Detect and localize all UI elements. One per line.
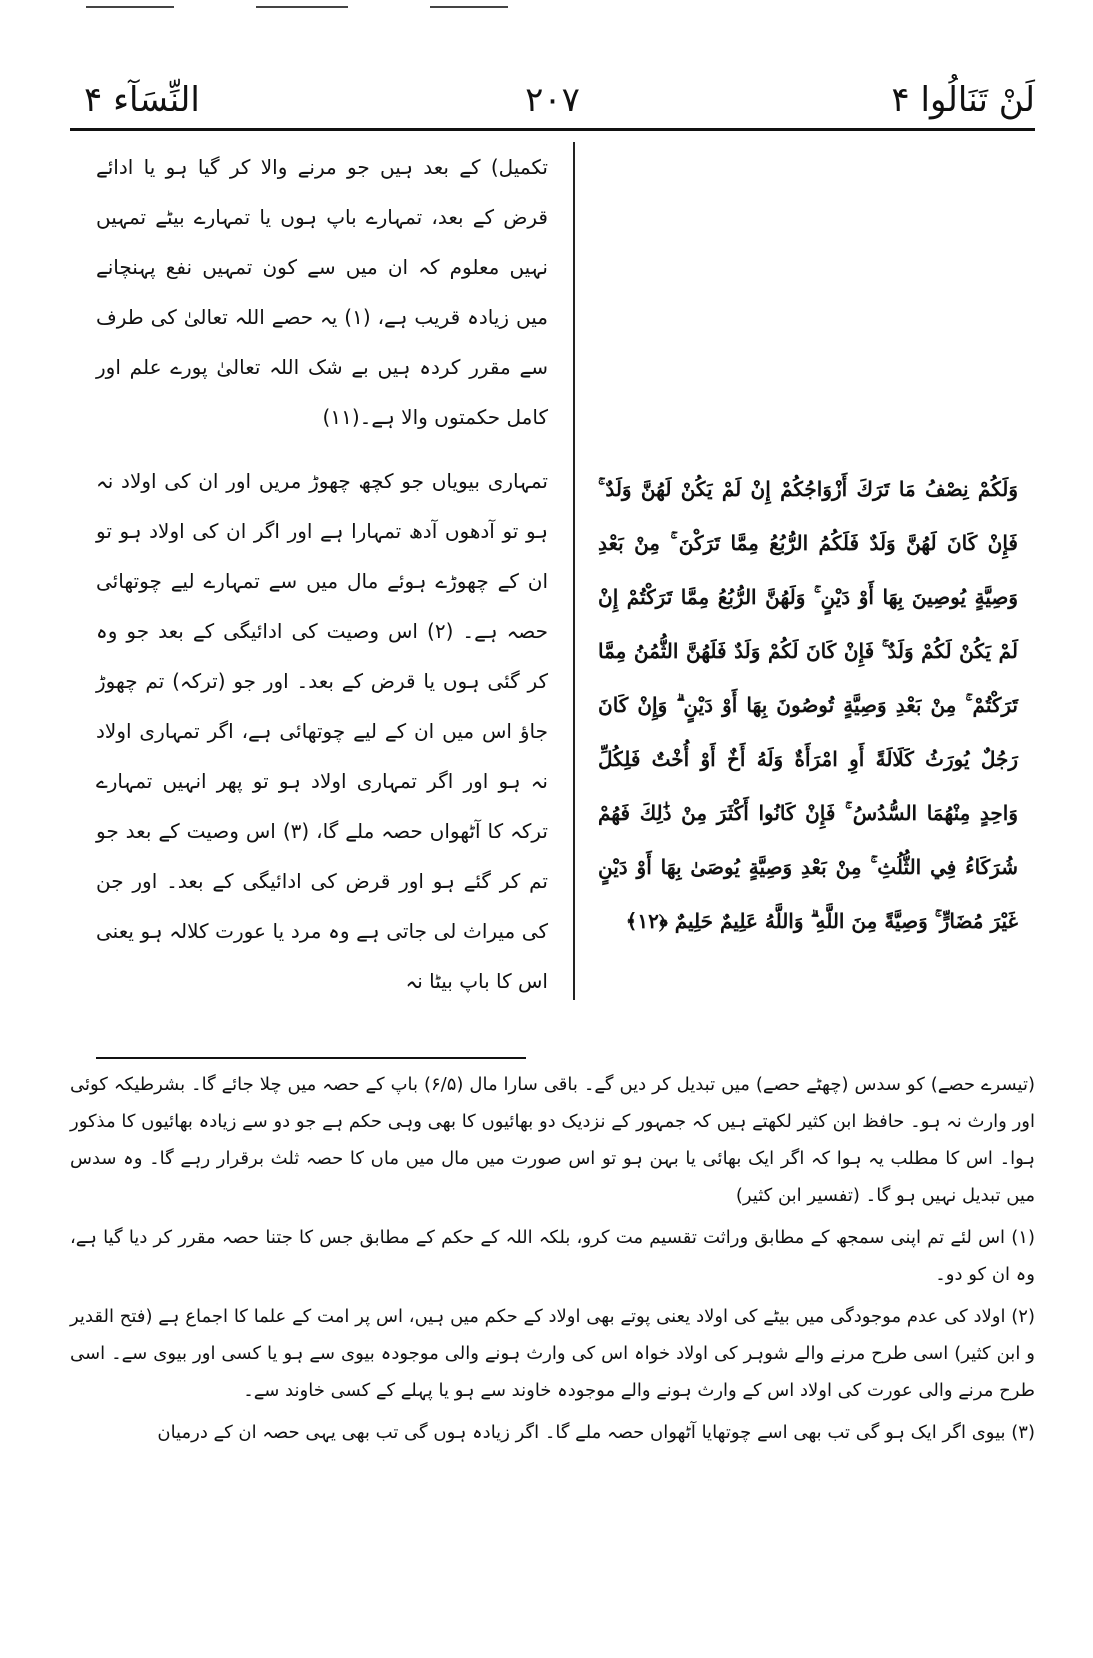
top-edge-mark	[86, 6, 174, 8]
page-header	[70, 72, 1035, 128]
surah-name: النِّسَآء ۴	[84, 80, 200, 120]
translation-paragraph: تکمیل) کے بعد ہیں جو مرنے والا کر گیا ہو یا ادائے قرض کے بعد، تمہارے باپ ہوں یا تمہارے بیٹے تمہیں نہیں معلوم کہ ان میں سے کون تمہیں نفع پہنچانے میں زیادہ قریب ہے، (۱) یہ حصے اللہ تعالیٰ کی طرف سے مقرر کردہ ہیں بے شک اللہ تعالیٰ پورے علم اور کامل حکمتوں والا ہے۔(۱۱)	[96, 155, 548, 429]
juz-name: لَنْ تَنَالُوا ۴	[891, 80, 1035, 120]
arabic-verse: وَلَكُمْ نِصْفُ مَا تَرَكَ أَزْوَاجُكُمْ إِنْ لَمْ يَكُنْ لَهُنَّ وَلَدٌ ۚ فَإِنْ كَانَ لَهُنَّ وَلَدٌ فَلَكُمُ الرُّبُعُ مِمَّا تَرَكْنَ ۚ مِنْ بَعْدِ وَصِيَّةٍ يُوصِينَ بِهَا أَوْ دَيْنٍ ۚ وَلَهُنَّ الرُّبُعُ مِمَّا تَرَكْتُمْ إِنْ لَمْ يَكُنْ لَكُمْ وَلَدٌ ۚ فَإِنْ كَانَ لَكُمْ وَلَدٌ فَلَهُنَّ الثُّمُنُ مِمَّا تَرَكْتُمْ ۚ مِنْ بَعْدِ وَصِيَّةٍ تُوصُونَ بِهَا أَوْ دَيْنٍ ۗ وَإِنْ كَانَ رَجُلٌ يُورَثُ كَلَالَةً أَوِ امْرَأَةٌ وَلَهُ أَخٌ أَوْ أُخْتٌ فَلِكُلِّ وَاحِدٍ مِنْهُمَا السُّدُسُ ۚ فَإِنْ كَانُوا أَكْثَرَ مِنْ ذَٰلِكَ فَهُمْ شُرَكَاءُ فِي الثُّلُثِ ۚ مِنْ بَعْدِ وَصِيَّةٍ يُوصَىٰ بِهَا أَوْ دَيْنٍ غَيْرَ مُضَارٍّ ۚ وَصِيَّةً مِنَ اللَّهِ ۗ وَاللَّهُ عَلِيمٌ حَلِيمٌ ﴿١٢﴾	[598, 477, 1018, 933]
translation-paragraph: تمہاری بیویاں جو کچھ چھوڑ مریں اور ان کی اولاد نہ ہو تو آدھوں آدھ تمہارا ہے اور اگر ان کی اولاد ہو تو ان کے چھوڑے ہوئے مال میں سے تمہارے لیے چوتھائی حصہ ہے۔ (۲) اس وصیت کی ادائیگی کے بعد جو وہ کر گئی ہوں یا قرض کے بعد۔ اور جو (ترکہ) تم چھوڑ جاؤ اس میں ان کے لیے چوتھائی ہے، اگر تمہاری اولاد نہ ہو اور اگر تمہاری اولاد ہو تو پھر انہیں تمہارے ترکہ کا آٹھواں حصہ ملے گا، (۳) اس وصیت کے بعد جو تم کر گئے ہو اور قرض کی ادائیگی کے بعد۔ اور جن کی میراث لی جاتی ہے وہ مرد یا عورت کلالہ ہو یعنی اس کا باپ بیٹا نہ	[96, 469, 549, 993]
top-edge-mark	[430, 6, 508, 8]
footnote-1: (۱) اس لئے تم اپنی سمجھ کے مطابق وراثت تقسیم مت کرو، بلکہ اللہ کے حکم کے مطابق جس کا جتنا حصہ مقرر کر دیا گیا ہے، وہ ان کو دو۔	[70, 1227, 1035, 1285]
footnote-rule	[96, 1057, 526, 1059]
footnote-2: (۲) اولاد کی عدم موجودگی میں بیٹے کی اولاد یعنی پوتے بھی اولاد کے حکم میں ہیں، اس پر امت کے علما کا اجماع ہے (فتح القدیر و ابن کثیر) اسی طرح مرنے والے شوہر کی اولاد خواہ اس کی وارث ہونے والی موجودہ بیوی سے ہو یا کسی اور بیوی سے۔ اسی طرح مرنے والی عورت کی اولاد اس کے وارث ہونے والے موجودہ خاوند سے ہو یا پہلے کے کسی خاوند سے۔	[70, 1306, 1035, 1401]
header-rule	[70, 128, 1035, 131]
footnotes	[70, 1066, 1035, 1451]
column-divider	[573, 142, 575, 1000]
footnote-continuation: (تیسرے حصے) کو سدس (چھٹے حصے) میں تبدیل کر دیں گے۔ باقی سارا مال (۶/۵) باپ کے حصہ میں چلا جائے گا۔ بشرطیکہ کوئی اور وارث نہ ہو۔ حافظ ابن کثیر لکھتے ہیں کہ جمہور کے نزدیک دو بھائیوں کا بھی وہی حکم ہے جو دو سے زیادہ بھائیوں کا مذکور ہوا۔ اس کا مطلب یہ ہوا کہ اگر ایک بھائی یا بہن ہو تو اس صورت میں مال میں ماں کا حصہ ثلث برقرار رہے گا۔ وہ سدس میں تبدیل نہیں ہو گا۔ (تفسیر ابن کثیر)	[70, 1074, 1036, 1206]
top-edge-mark	[256, 6, 348, 8]
urdu-translation-column	[96, 142, 548, 1006]
footnote-3: (۳) بیوی اگر ایک ہو گی تب بھی اسے چوتھایا آٹھواں حصہ ملے گا۔ اگر زیادہ ہوں گی تب بھی یہی حصہ ان کے درمیان	[157, 1422, 1035, 1443]
page-number: ۲۰۷	[525, 80, 580, 120]
